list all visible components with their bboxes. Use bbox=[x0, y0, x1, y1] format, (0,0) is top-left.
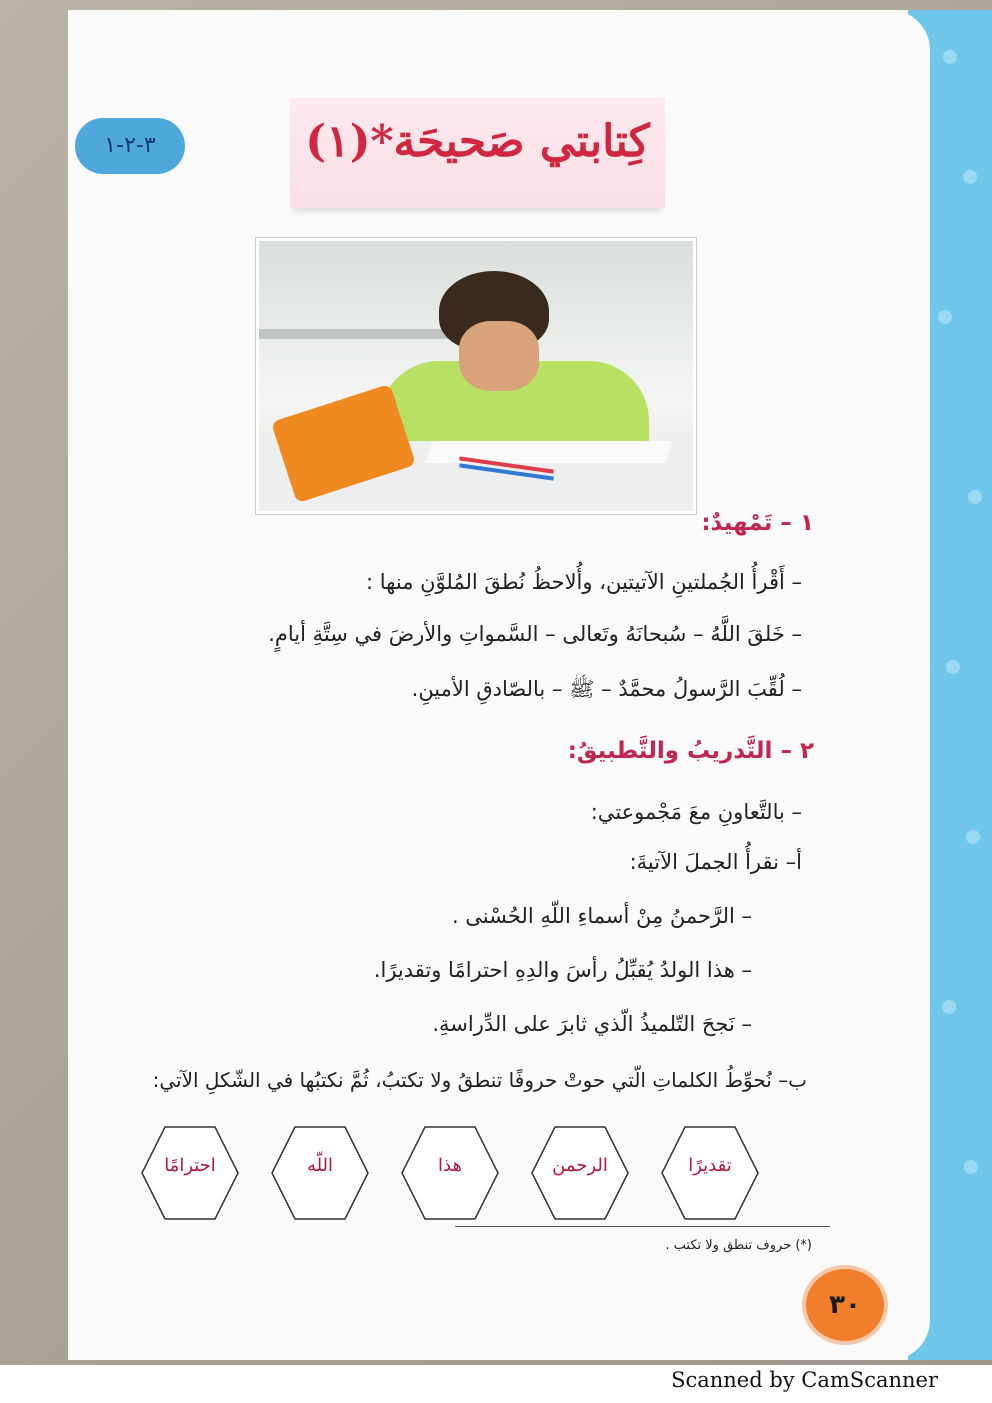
section-2-heading: ٢ – التَّدريبُ والتَّطبيقُ: bbox=[567, 738, 814, 764]
answer-hexagon[interactable] bbox=[530, 1125, 630, 1221]
answer-hexagon[interactable] bbox=[400, 1125, 500, 1221]
part-b-instruction: ب– نُحوِّطُ الكلماتِ الّتي حوتْ حروفًا تنطقُ ولا تكتبُ، ثُمَّ نكتبُها في الشّكلِ الآتي: bbox=[152, 1068, 807, 1092]
answer-word: هذا bbox=[438, 1155, 462, 1176]
page-number: ٣٠ bbox=[802, 1265, 888, 1345]
section-1-heading: ١ – تَمْهيدٌ: bbox=[701, 510, 814, 536]
section-1-instruction: – أَقْرأُ الجُملتينِ الآتيتين، وأُلاحظُ نُطقَ المُلوَّنِ منها : bbox=[366, 570, 802, 594]
footnote-divider bbox=[455, 1226, 830, 1227]
decorative-side-strip bbox=[908, 10, 992, 1360]
section-1-sentence-2: – لُقِّبَ الرَّسولُ محمَّدٌ – ﷺ – بالصّادقِ الأمينِ. bbox=[411, 677, 802, 701]
part-a-heading: أ– نقرأُ الجملَ الآتيةَ: bbox=[629, 850, 802, 874]
answer-hexagon[interactable] bbox=[660, 1125, 760, 1221]
scanner-watermark: Scanned by CamScanner bbox=[671, 1368, 938, 1392]
page-title: كِتابتي صَحيحَة*(١) bbox=[305, 116, 650, 167]
section-1-sentence-1: – خَلقَ اللَّهُ – سُبحانَهُ وتَعالى – السَّمواتِ والأرضَ في سِتَّةِ أيامٍ. bbox=[268, 622, 802, 646]
answer-hexagon[interactable] bbox=[270, 1125, 370, 1221]
answer-hexagons bbox=[140, 1125, 770, 1225]
section-2-collaboration: – بالتَّعاونِ معَ مَجْموعتي: bbox=[590, 800, 802, 824]
part-a-sentence-1: – الرَّحمنُ مِنْ أسماءِ اللّهِ الحُسْنى . bbox=[451, 904, 752, 928]
answer-hexagon[interactable] bbox=[140, 1125, 240, 1221]
lesson-number-badge: ٣-٢-١ bbox=[75, 118, 185, 174]
answer-word: تقديرًا bbox=[688, 1155, 732, 1176]
footnote: (*) حروف تنطق ولا تكتب . bbox=[665, 1238, 812, 1253]
part-a-sentence-3: – نَجحَ التّلميذُ الّذي ثابرَ على الدِّراسةِ. bbox=[432, 1012, 752, 1036]
part-a-sentence-2: – هذا الولدُ يُقبِّلُ رأسَ والدِهِ احترامًا وتقديرًا. bbox=[373, 958, 752, 982]
boy-writing-photo bbox=[256, 238, 696, 514]
answer-word: اللّه bbox=[306, 1155, 334, 1176]
answer-word: الرحمن bbox=[552, 1155, 608, 1176]
answer-word: احترامًا bbox=[164, 1155, 216, 1176]
title-banner bbox=[290, 98, 665, 208]
